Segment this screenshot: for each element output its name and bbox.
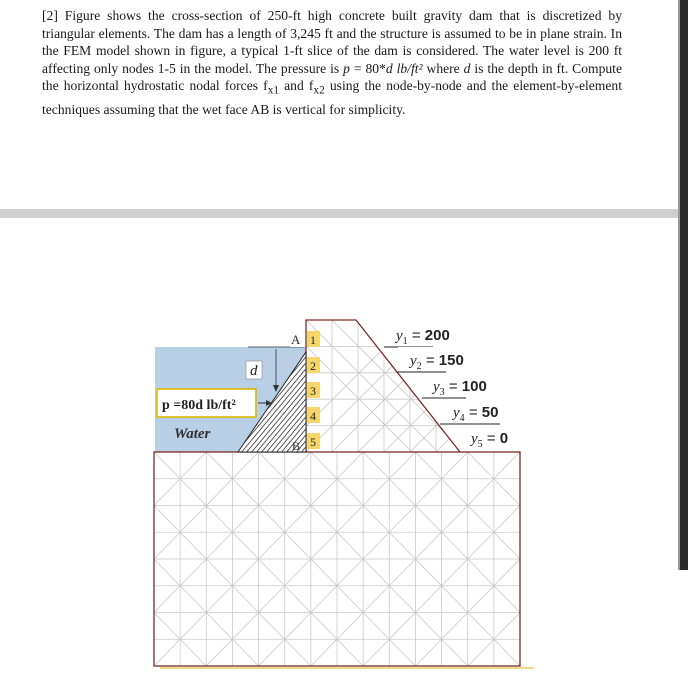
problem-units: lb/ft² <box>396 60 423 76</box>
point-a-label: A <box>291 332 301 347</box>
problem-text-2: = 80* <box>349 60 386 76</box>
level-label-2: $y_2 = 150$ <box>410 352 464 372</box>
pressure-label: p =80d lb/ft² <box>162 398 236 413</box>
level-label-5: $y_5 = 0$ <box>471 430 509 450</box>
problem-text-5: is the depth in ft. Compute the horizontal hydrostatic nodal forces f <box>42 60 622 94</box>
problem-var-d-2: d <box>463 60 471 76</box>
problem-number: [2] <box>42 8 58 23</box>
problem-text-7: using the node-by-node and the element-by-element techniques assuming that the wet face AB is vertical for simplicity. <box>42 78 622 117</box>
problem-text-6: and f <box>279 78 314 94</box>
problem-var-d: d <box>385 60 393 76</box>
level-label-1: $y_1 = 200$ <box>396 327 450 347</box>
problem-sub-x2: x2 <box>313 85 325 98</box>
node-2-label: 2 <box>310 359 316 373</box>
problem-text-1: Figure shows the cross-section of 250-ft high concrete built gravity dam that is discretized by triangular elements. The dam has a length of 3,245 ft and the structure is assumed to be in plane strain. In the FEM model shown in figure, a typical 1-ft slice of the dam is considered. The water level is 200 ft affecting only nodes 1-5 in the model. The pressure is <box>42 8 622 76</box>
foundation-mesh <box>154 452 520 666</box>
level-label-3: $y_3 = 100$ <box>433 378 487 398</box>
problem-text-4: where <box>422 60 464 76</box>
node-1-label: 1 <box>310 333 316 347</box>
water-label: Water <box>174 426 211 442</box>
node-3-label: 3 <box>310 384 316 398</box>
node-4-label: 4 <box>310 409 316 423</box>
node-5-label: 5 <box>310 435 316 449</box>
level-label-4: $y_4 = 50$ <box>453 404 499 424</box>
point-b-label: B <box>292 439 301 453</box>
problem-var-p: p <box>343 60 350 76</box>
problem-sub-x1: x1 <box>267 85 280 98</box>
depth-label: d <box>250 363 258 379</box>
